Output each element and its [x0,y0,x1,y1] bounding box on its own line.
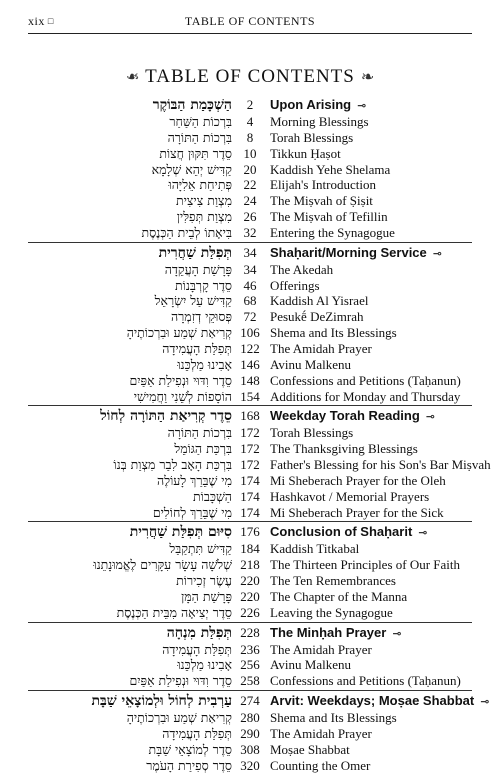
english-title [270,642,372,658]
english-title [270,605,393,621]
english-title [270,710,397,726]
page-number: 4 [246,114,254,129]
section-marker-icon: ⊸ [357,100,367,112]
english-title [270,209,388,225]
english-title [270,373,461,389]
hebrew-title: בִּרְכוֹת הַתּוֹרָה [167,129,232,145]
page-title [0,66,500,88]
english-title-text: Leaving the Synagogue [270,604,393,620]
toc-section-heading[interactable] [28,692,490,710]
english-title [270,523,428,542]
english-title [270,244,442,263]
toc-entry[interactable] [28,225,472,241]
page-number: 72 [243,309,257,325]
english-title-text: Mi Sheberach Prayer for the Oleh [270,472,446,488]
toc-entry[interactable] [28,262,472,278]
toc-section-heading[interactable] [28,96,472,114]
toc-entry[interactable] [28,742,472,758]
hebrew-title: מִצְוַת תְּפִלִּין [176,209,232,225]
page-number: 32 [243,224,257,240]
hebrew-title: תְּפִלַּת שַׁחֲרִית [158,244,232,261]
page-number: 172 [240,425,260,441]
hebrew-title: סֵדֶר וִדּוּי וּנְפִילַת אַפַּיִם [129,673,232,689]
english-title [270,325,397,341]
english-title-text: The Ten Remembrances [270,573,396,589]
hebrew-title: פְּסוּקֵי דְזִמְרָה [170,309,232,325]
english-title-text: Tikkun Ḥaṣot [270,145,341,161]
toc-entry[interactable] [28,573,472,589]
english-title [270,742,350,758]
page-number: 320 [240,757,260,773]
english-title-text: The Thanksgiving Blessings [270,441,418,457]
english-title [270,262,333,278]
hebrew-title: סֵדֶר קְרִיאַת הַתּוֹרָה לְחוֹל [100,408,232,425]
english-title-text: Pesukḗ DeZimrah [270,309,364,325]
english-title-text: Morning Blessings [270,114,369,129]
english-title-text: Shema and Its Blessings [270,325,397,341]
toc-entry[interactable] [28,710,472,726]
toc-entry[interactable] [28,758,472,774]
toc-entry[interactable] [28,193,472,209]
page-number: 290 [240,726,260,741]
page-number: 174 [240,488,260,504]
hebrew-title: עֶשֶׂר זְכִירוֹת [176,573,232,589]
hebrew-title: תְּפִלַּת הָעֲמִידָה [162,726,232,741]
english-title-text: The Miṣvah of Tefillin [270,209,388,225]
english-title-text: Hashkavot / Memorial Prayers [270,488,430,504]
hebrew-title: קַדִּישׁ תִּתְקַבַּל [169,541,232,557]
english-title [270,541,359,557]
english-title-text: Torah Blessings [270,129,354,145]
section-marker-icon: ⊸ [418,527,428,540]
hebrew-title: קְרִיאַת שְׁמַע וּבִרְכוֹתֶיהָ [126,325,232,341]
english-title-text: The Minḥah Prayer [270,624,387,640]
page-number: 228 [240,624,260,640]
page-number: 220 [240,573,260,589]
page-number: 8 [246,129,254,145]
english-title-text: Shema and Its Blessings [270,710,397,726]
page-number: 34 [243,261,257,277]
english-title [270,657,351,673]
toc-entry[interactable] [28,505,472,521]
toc-entry[interactable] [28,177,472,193]
page-number: 220 [240,588,260,604]
english-title-text: Confessions and Petitions (Taḥanun) [270,372,461,388]
english-title [270,489,429,505]
english-title [270,692,489,711]
hebrew-title: שְׁלֹשָׁה עָשָׂר עִקָּרִים לֶאֱמוּנָתֵנוּ [93,557,232,573]
toc-entry[interactable] [28,726,472,742]
toc-entry[interactable] [28,457,491,473]
english-title [270,673,461,689]
english-title-text: The Miṣvah of Ṣiṣit [270,193,373,209]
hebrew-title: קַדִּישׁ עַל יִשְׂרָאֵל [154,293,232,309]
english-title [270,758,370,774]
toc-entry[interactable] [28,557,472,573]
english-title-text: Offerings [270,277,320,293]
toc-entry[interactable] [28,441,472,457]
page-number: 172 [240,457,260,473]
english-title-text: The Amidah Prayer [270,340,372,356]
page-number: 122 [240,340,260,356]
toc-entry[interactable] [28,589,472,605]
toc-entry[interactable] [28,114,472,130]
english-title-text: The Chapter of the Manna [270,588,408,604]
running-head-title: TABLE OF CONTENTS [184,14,316,28]
toc-entry[interactable] [28,605,472,621]
english-title [270,341,372,357]
page-number: 34 [243,244,257,260]
english-title [270,505,444,521]
page-number: 184 [240,541,260,557]
english-title [270,96,366,115]
hebrew-title: סֵדֶר לְמוֹצָאֵי שַׁבָּת [148,741,232,757]
english-title-text: Kaddish Yehe Shelama [270,161,391,177]
page-number: 168 [240,408,260,424]
hebrew-title: סֵדֶר תִּקּוּן חֲצוֹת [159,145,232,161]
page-title-text: TABLE OF CONTENTS [145,66,355,87]
english-title [270,425,353,441]
page-number: 22 [243,177,257,193]
toc-entry[interactable] [28,425,472,441]
hebrew-title: בִּרְכוֹת הַתּוֹרָה [167,425,232,441]
english-title [270,557,460,573]
running-head [28,14,472,32]
english-title [270,589,407,605]
english-title-text: Father's Blessing for his Son's Bar Miṣvah [270,457,491,473]
hebrew-title: סֵדֶר קָרְבָּנוֹת [175,277,232,293]
page-number: 146 [240,356,260,372]
english-title-text: Avinu Malkenu [270,657,351,673]
hebrew-title: אָבִינוּ מַלְכֵּנוּ [177,356,232,372]
english-title-text: Confessions and Petitions (Taḥanun) [270,673,461,689]
toc-section-heading[interactable] [28,624,472,642]
english-title-text: Kaddish Al Yisrael [270,293,369,309]
hebrew-title: תְּפִלַּת הָעֲמִידָה [162,641,232,657]
ornament-right-icon: ❧ [360,69,376,86]
english-title [270,225,395,241]
hebrew-title: הַשְׁכָּמַת הַבּוֹקֶר [152,97,232,113]
page-number: 148 [240,372,260,388]
hebrew-title: בִּרְכַּת הָאָב לִבַר מִצְוַת בְּנוֹ [113,457,232,473]
english-title [270,177,376,193]
toc-entry[interactable] [28,357,472,373]
english-title [270,309,364,325]
english-title-text: Weekday Torah Reading [270,408,420,424]
hebrew-title: בִּיאָתוֹ לְבֵית הַכְּנֶסֶת [141,224,232,240]
hebrew-title: קְרִיאַת שְׁמַע וּבִרְכוֹתֶיהָ [126,710,232,726]
page-number: 174 [240,504,260,520]
english-title-text: Conclusion of Shaḥarit [270,524,413,540]
hebrew-title: הוֹסָפוֹת לְשֵׁנִי וַחֲמִישִׁי [133,388,232,404]
toc-entry[interactable] [28,489,472,505]
english-title-text: The Amidah Prayer [270,641,372,657]
english-title [270,293,368,309]
toc-entry[interactable] [28,473,472,489]
hebrew-title: פָּרָשַׁת הָעֲקֵדָה [164,261,232,277]
english-title-text: Torah Blessings [270,425,354,441]
hebrew-title: מִי שֶׁבֵּרַךְ לָעוֹלֶה [157,472,232,488]
english-title [270,114,369,130]
english-title [270,162,390,178]
toc-entry[interactable] [28,373,472,389]
english-title [270,146,341,162]
english-title-text: Shaḥarit/Morning Service [270,244,427,260]
page-number: 106 [240,325,260,341]
page-number: 68 [243,293,257,309]
section-marker-icon: ⊸ [425,411,435,424]
hebrew-title: בִּרְכַּת הַגּוֹמֵל [174,441,232,457]
hebrew-title: מִצְוַת צִיצִית [175,193,232,209]
running-head-rule [28,33,472,34]
toc-entry[interactable] [28,541,472,557]
page-number: 280 [240,710,260,726]
english-title-text: Kaddish Titkabal [270,541,360,557]
english-title [270,457,491,473]
hebrew-title: פְּתִיחַת אֵלִיָּהוּ [168,177,232,193]
english-title [270,193,373,209]
toc-entry[interactable] [28,642,472,658]
english-title [270,130,353,146]
page-number: 172 [240,441,260,457]
toc-entry[interactable] [28,209,472,225]
page-number: 20 [243,161,257,177]
hebrew-title: הַשְׁכָּבוֹת [193,488,232,504]
english-title [270,278,320,294]
page-number: 26 [243,209,257,225]
hebrew-title: פָּרָשַׁת הַמָּן [181,588,232,604]
english-title [270,726,372,742]
folio-square-icon: □ [47,16,54,26]
english-title [270,389,460,405]
toc-section-heading[interactable] [28,244,472,262]
toc-entry[interactable] [28,325,472,341]
hebrew-title: תְּפִלַּת מִנְחָה [166,624,232,641]
toc-entry[interactable] [28,130,472,146]
page-number: 274 [240,693,260,709]
english-title [270,573,396,589]
toc-section-heading[interactable] [28,407,472,425]
english-title-text: Elijah's Introduction [270,177,376,193]
page-number: 10 [243,145,257,161]
folio-number: xix [28,14,45,28]
english-title-text: Mi Sheberach Prayer for the Sick [270,504,444,520]
english-title-text: Upon Arising [270,97,352,112]
page-number: 176 [240,524,260,540]
toc-entry[interactable] [28,341,472,357]
english-title-text: The Akedah [270,261,334,277]
english-title-text: Counting the Omer [270,757,371,773]
ornament-left-icon: ❧ [124,69,140,86]
page-number: 226 [240,604,260,620]
page-number: 236 [240,641,260,657]
page-number: 256 [240,657,260,673]
hebrew-title: תְּפִלַּת הָעֲמִידָה [162,340,232,356]
english-title-text: Avinu Malkenu [270,356,351,372]
page-number: 174 [240,472,260,488]
hebrew-title: אָבִינוּ מַלְכֵּנוּ [177,657,232,673]
page-number: 24 [243,193,257,209]
section-marker-icon: ⊸ [392,627,402,640]
english-title [270,357,351,373]
english-title-text: Entering the Synagogue [270,224,395,240]
english-title-text: The Amidah Prayer [270,726,372,741]
page-number: 46 [243,277,257,293]
hebrew-title: סֵדֶר וִדּוּי וּנְפִילַת אַפַּיִם [129,372,232,388]
toc-entry[interactable] [28,389,472,405]
toc-entry[interactable] [28,309,472,325]
toc-entry[interactable] [28,146,472,162]
page-number: 258 [240,673,260,689]
hebrew-title: סִיּוּם תְּפִלַּת שַׁחֲרִית [129,524,232,541]
toc-entry[interactable] [28,162,472,178]
toc-entry[interactable] [28,673,472,689]
toc-section-heading[interactable] [28,523,472,541]
toc-list [28,96,491,774]
english-title [270,407,435,426]
hebrew-title: סֵדֶר יְצִיאָה מִבֵּית הַכְּנֶסֶת [116,604,232,620]
english-title-text: Additions for Monday and Thursday [270,388,461,404]
toc-entry[interactable] [28,657,472,673]
toc-entry[interactable] [28,293,472,309]
english-title [270,624,402,643]
hebrew-title: עַרְבִית לְחוֹל וּלְמוֹצָאֵי שַׁבָּת [91,693,232,710]
hebrew-title: קַדִּישׁ יְהֵא שְׁלָמָא [151,161,232,177]
hebrew-title: בִּרְכוֹת הַשַּׁחַר [169,114,232,129]
english-title-text: Arvit: Weekdays; Moṣae Shabbat [270,693,475,709]
hebrew-title: מִי שֶׁבֵּרַךְ לְחוֹלִים [152,504,232,520]
page-number: 2 [246,97,254,112]
page-number: 308 [240,741,260,757]
english-title [270,473,446,489]
toc-entry[interactable] [28,278,472,294]
section-marker-icon: ⊸ [432,247,442,260]
page-number: 218 [240,557,260,573]
english-title [270,441,418,457]
hebrew-title: סֵדֶר סְפִירַת הָעֹמֶר [146,757,232,773]
page-number: 154 [240,388,260,404]
english-title-text: Moṣae Shabbat [270,741,350,757]
section-marker-icon: ⊸ [480,696,490,709]
english-title-text: The Thirteen Principles of Our Faith [270,557,461,573]
